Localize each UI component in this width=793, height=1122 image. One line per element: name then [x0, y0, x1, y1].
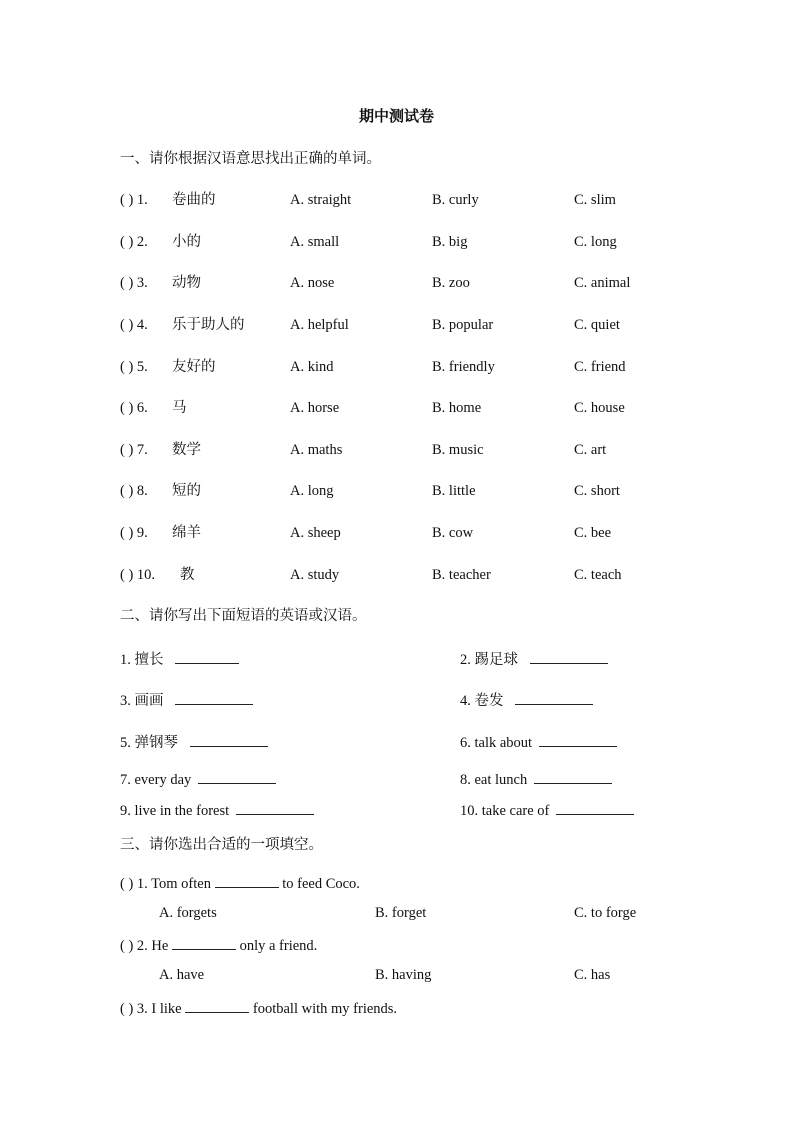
phrase-item	[120, 769, 276, 789]
item-number: 4.	[460, 693, 471, 709]
sentence-start: He	[151, 938, 169, 954]
phrase-text: 擅长	[134, 652, 164, 668]
sentence-end: only a friend.	[239, 938, 318, 954]
fill-question	[120, 935, 317, 955]
phrase-item	[460, 649, 608, 669]
option-c[interactable]: C. has	[574, 967, 611, 983]
answer-blank[interactable]: ( ) 2.	[120, 234, 148, 250]
answer-blank[interactable]: ( ) 5.	[120, 359, 148, 375]
answer-line[interactable]	[175, 649, 239, 664]
item-number: 5.	[120, 735, 131, 751]
chinese-word: 卷曲的	[172, 192, 216, 208]
option-a[interactable]: A. maths	[290, 442, 343, 458]
answer-line[interactable]	[530, 649, 608, 664]
option-b[interactable]: B. cow	[432, 525, 474, 541]
answer-blank[interactable]: ( ) 8.	[120, 483, 148, 499]
option-a[interactable]: A. forgets	[159, 905, 217, 921]
phrase-item	[120, 690, 253, 710]
sentence-start: Tom often	[151, 876, 211, 892]
option-a[interactable]: A. small	[290, 234, 340, 250]
option-b[interactable]: B. popular	[432, 317, 494, 333]
phrase-text: take care of	[481, 803, 550, 819]
chinese-word: 短的	[172, 483, 201, 499]
chinese-word: 绵羊	[172, 525, 201, 541]
chinese-word: 乐于助人的	[172, 317, 245, 333]
option-c[interactable]: C. animal	[574, 275, 631, 291]
chinese-word: 教	[180, 567, 195, 583]
chinese-word: 小的	[172, 234, 201, 250]
answer-blank[interactable]: ( ) 7.	[120, 442, 148, 458]
option-b[interactable]: B. music	[432, 442, 484, 458]
answer-blank[interactable]: ( ) 2.	[120, 938, 148, 954]
option-b[interactable]: B. forget	[375, 905, 427, 921]
phrase-text: live in the forest	[134, 803, 230, 819]
answer-blank[interactable]: ( ) 6.	[120, 400, 148, 416]
option-a[interactable]: A. horse	[290, 400, 340, 416]
phrase-text: 弹钢琴	[134, 735, 178, 751]
option-b[interactable]: B. friendly	[432, 359, 495, 375]
answer-blank[interactable]: ( ) 1.	[120, 876, 148, 892]
option-c[interactable]: C. art	[574, 442, 607, 458]
sentence-blank	[215, 873, 279, 888]
phrase-item	[460, 732, 617, 752]
phrase-text: eat lunch	[474, 772, 528, 788]
sentence-end: to feed Coco.	[282, 876, 360, 892]
phrase-item	[120, 732, 268, 752]
option-b[interactable]: B. teacher	[432, 567, 491, 583]
answer-line[interactable]	[534, 769, 612, 784]
chinese-word: 数学	[172, 442, 201, 458]
sentence-blank	[185, 998, 249, 1013]
phrase-text: 卷发	[474, 693, 504, 709]
option-a[interactable]: A. sheep	[290, 525, 341, 541]
answer-line[interactable]	[539, 732, 617, 747]
option-a[interactable]: A. kind	[290, 359, 334, 375]
answer-line[interactable]	[515, 690, 593, 705]
section-1-heading: 一、请你根据汉语意思找出正确的单词。	[120, 151, 381, 167]
chinese-word: 马	[172, 400, 187, 416]
phrase-text: every day	[134, 772, 192, 788]
answer-line[interactable]	[175, 690, 253, 705]
option-c[interactable]: C. slim	[574, 192, 616, 208]
chinese-word: 动物	[172, 275, 201, 291]
answer-line[interactable]	[236, 800, 314, 815]
answer-blank[interactable]: ( ) 10.	[120, 567, 156, 583]
option-c[interactable]: C. long	[574, 234, 617, 250]
option-a[interactable]: A. straight	[290, 192, 352, 208]
sentence-blank	[172, 935, 236, 950]
item-number: 7.	[120, 772, 131, 788]
item-number: 9.	[120, 803, 131, 819]
section-2-heading: 二、请你写出下面短语的英语或汉语。	[120, 608, 367, 624]
item-number: 2.	[460, 652, 471, 668]
option-a[interactable]: A. helpful	[290, 317, 349, 333]
answer-blank[interactable]: ( ) 3.	[120, 275, 148, 291]
answer-line[interactable]	[556, 800, 634, 815]
option-a[interactable]: A. long	[290, 483, 334, 499]
option-c[interactable]: C. house	[574, 400, 625, 416]
phrase-item	[120, 649, 239, 669]
sentence-end: football with my friends.	[252, 1001, 398, 1017]
option-a[interactable]: A. study	[290, 567, 340, 583]
item-number: 1.	[120, 652, 131, 668]
phrase-item	[460, 800, 634, 820]
phrase-item	[460, 690, 593, 710]
item-number: 3.	[120, 693, 131, 709]
option-b[interactable]: B. zoo	[432, 275, 470, 291]
option-b[interactable]: B. big	[432, 234, 468, 250]
item-number: 6.	[460, 735, 471, 751]
page-title: 期中测试卷	[358, 107, 434, 125]
option-c[interactable]: C. quiet	[574, 317, 620, 333]
option-b[interactable]: B. home	[432, 400, 482, 416]
phrase-text: 画画	[134, 693, 164, 709]
answer-line[interactable]	[190, 732, 268, 747]
answer-line[interactable]	[198, 769, 276, 784]
chinese-word: 友好的	[172, 359, 216, 375]
sentence-start: I like	[151, 1001, 182, 1017]
fill-question	[120, 998, 397, 1018]
answer-blank[interactable]: ( ) 4.	[120, 317, 148, 333]
option-c[interactable]: C. bee	[574, 525, 612, 541]
answer-blank[interactable]: ( ) 3.	[120, 1001, 148, 1017]
option-c[interactable]: C. to forge	[574, 905, 637, 921]
phrase-item	[460, 769, 612, 789]
item-number: 10.	[460, 803, 479, 819]
option-c[interactable]: C. teach	[574, 567, 622, 583]
answer-blank[interactable]: ( ) 9.	[120, 525, 148, 541]
item-number: 8.	[460, 772, 471, 788]
answer-blank[interactable]: ( ) 1.	[120, 192, 148, 208]
option-c[interactable]: C. friend	[574, 359, 626, 375]
phrase-text: 踢足球	[474, 652, 518, 668]
option-b[interactable]: B. little	[432, 483, 476, 499]
option-a[interactable]: A. nose	[290, 275, 335, 291]
section-3-heading: 三、请你选出合适的一项填空。	[120, 837, 323, 853]
option-b[interactable]: B. having	[375, 967, 432, 983]
option-c[interactable]: C. short	[574, 483, 620, 499]
phrase-text: talk about	[474, 735, 533, 751]
phrase-item	[120, 800, 314, 820]
option-b[interactable]: B. curly	[432, 192, 479, 208]
option-a[interactable]: A. have	[159, 967, 205, 983]
fill-question	[120, 873, 360, 893]
